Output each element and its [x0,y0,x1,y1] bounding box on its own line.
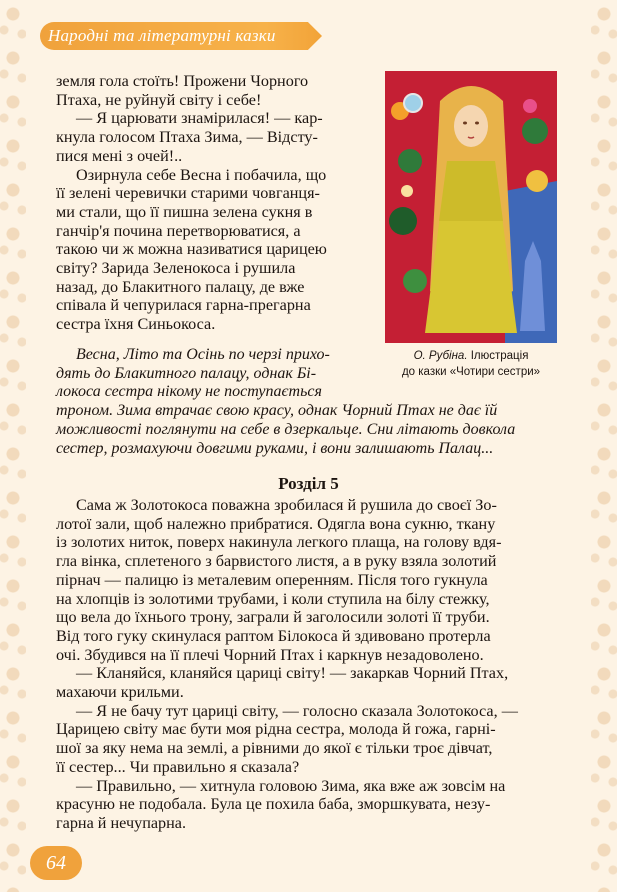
summary-line: локоса сестра нікому не поступається [56,383,322,401]
text-line: махаючи крильми. [56,683,184,702]
section-title: Розділ 5 [278,474,339,493]
text-line: — Правильно, — хитнула головою Зима, яка вже аж зовсім на [76,776,506,795]
text-line: Сама ж Золотокоса поважна зробилася й рушила до своєї Зо- [76,496,497,514]
text-line: Від того гуку скинулася раптом Білокоса й здивовано протерла [56,626,491,645]
text-line: красуню не подобала. Була це похила баба, зморшкувата, незу- [56,795,491,814]
text-line: Птаха, не руйнуй світу і себе! [56,90,262,109]
chapter-header-title: Народні та літературні казки [48,26,276,45]
top-paragraphs [56,72,368,334]
text-line: Озирнула себе Весна і побачила, що [76,165,327,184]
text-line: — Кланяйся, кланяйся цариці світу! — закаркав Чорний Птах, [76,664,509,683]
summary-line: сестер, розмахуючи довгими руками, і вони залишають Палац... [56,439,494,457]
text-line: світу? Зарида Зеленокоса і рушила [56,259,296,278]
text-line: очі. Збудився на її плечі Чорний Птах і каркнув незадоволено. [56,645,484,664]
caption-line2: до казки «Чотири сестри» [401,366,541,378]
text-line: — Я царювати знамірилася! — кар- [76,109,323,128]
text-line: — Я не бачу тут цариці світу, — голосно сказала Золотокоса, — [76,701,518,720]
text-line: співала й чепурилася гарна-прегарна [56,296,311,315]
left-ornament-border [0,0,26,892]
summary-block [56,346,515,458]
text-line: лотої зали, щоб належно прибратися. Одягла вона сукню, ткану [56,514,496,533]
text-line: на хлопців із золотими трубами, і коли ступила на білу стежку, [56,589,490,608]
text-line: ганчір'я почина перетворюватися, а [56,221,301,240]
caption-label: Ілюстрація [467,350,529,362]
text-line: гла вінка, сплетеного з барвистого листя, а в руку взяла золотий [56,552,497,571]
page-number: 64 [46,852,66,874]
right-ornament-border [591,0,617,892]
text-line: пися мені з очей!.. [56,146,183,165]
summary-line: дять до Блакитного палацу, однак Бі- [56,364,317,382]
text-line: сестра їхня Синьокоса. [56,315,216,334]
text-line: її сестер... Чи правильно я сказала? [56,757,300,776]
text-line: її зелені черевички старими човганця- [56,184,320,203]
text-line: із золотих ниток, поверх накинула легкого плаща, на голову вдя- [56,533,502,552]
section-paragraphs [56,496,568,833]
summary-line: Весна, Літо та Осінь по черзі прихо- [76,346,330,363]
text-line: земля гола стоїть! Прожени Чорного [56,72,309,90]
summary-line: троном. Зима втрачає свою красу, однак Чорний Птах не дає їй [56,402,498,420]
fairy-tale-illustration [385,71,557,343]
illustration-art [385,71,557,343]
text-line: що вела до їхнього трону, заграли й заголосили золоті її труби. [56,608,490,627]
text-line: Царицею світу має бути моя рідна сестра, молода й гожа, гарні- [56,720,496,739]
summary-line: можливості поглянути на себе в дзеркальце. Сни літають довкола [56,420,516,438]
text-line: шої за яку нема на землі, а рівними до якої є тільки троє дівчат, [56,739,493,758]
text-line: пірнач — палицю із металевим оперенням. Після того гукнула [56,570,488,589]
text-line: гарна й нечупарна. [56,813,187,832]
text-line: кнула голосом Птаха Зима, — Відсту- [56,128,318,147]
caption-author: О. Рубіна. [413,350,468,362]
text-line: назад, до Блакитного палацу, де вже [56,277,305,296]
text-line: такою чи ж можна називатися царицею [56,240,327,259]
text-line: ми стали, що її пишна зелена сукня в [56,202,313,221]
